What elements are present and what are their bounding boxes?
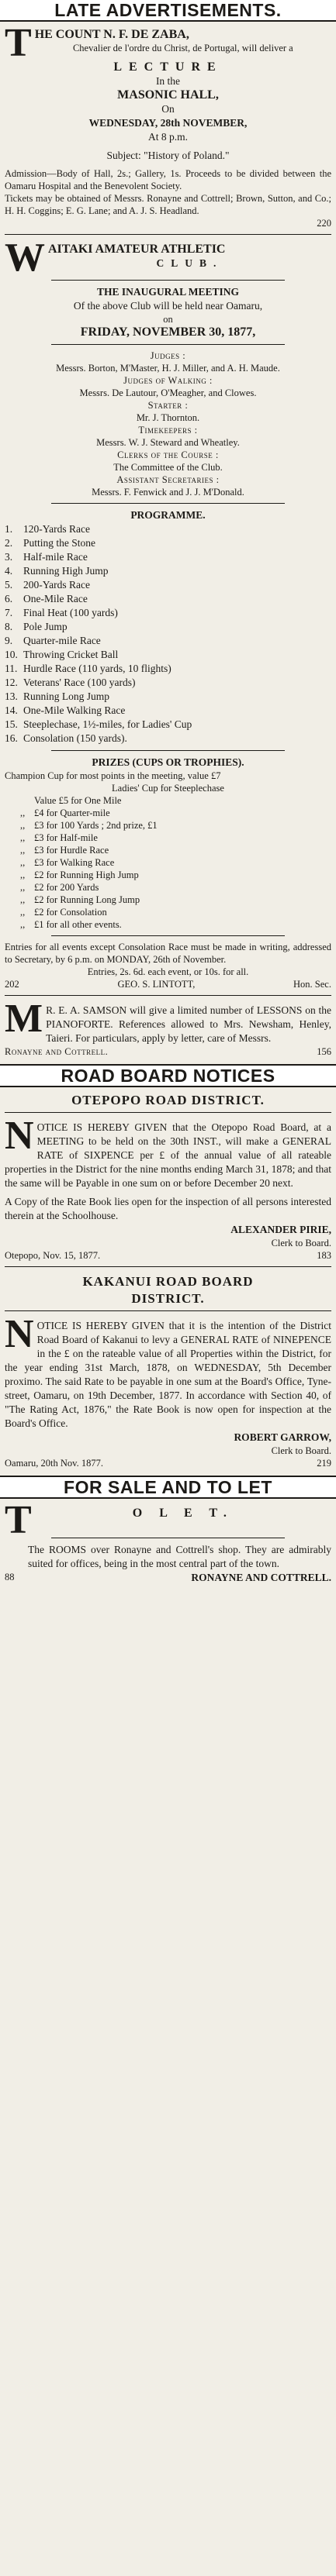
lecture-ad-number: 220 (317, 218, 331, 229)
kakanui-notice (5, 1272, 331, 1469)
otepopo-signatory: ALEXANDER PIRIE, (230, 1224, 331, 1235)
prize-ditto-mark: ,, (20, 832, 26, 843)
otepopo-copy-note: A Copy of the Rate Book lies open for the inspection of all persons interested therein at the Schoolhouse. (5, 1196, 331, 1221)
entries-fee: Entries, 2s. 6d. each event, or 10s. for all. (87, 966, 249, 977)
programme-item (5, 536, 331, 550)
judges-title: Judges : (150, 350, 186, 361)
programme-item-event: 200-Yards Race (23, 579, 90, 591)
programme-item (5, 578, 331, 592)
kakanui-title-line2: DISTRICT. (131, 1291, 205, 1306)
starter-name: Mr. J. Thornton. (136, 412, 200, 423)
athletic-date: FRIDAY, NOVEMBER 30, 1877, (80, 325, 256, 339)
tolet-heading: O L E T. (132, 1507, 234, 1520)
programme-item-event: Veterans' Race (100 yards) (23, 677, 136, 688)
entries-note: Entries for all events except Consolation Race must be made in writing, addressed to Secretary, by 6 p.m. on MONDAY, 26th of November. (5, 942, 331, 965)
athletic-dropcap: W (5, 239, 45, 280)
prize-ditto-mark: ,, (20, 820, 26, 831)
tolet-dropcap: T (5, 1502, 32, 1542)
programme-item-event: 120-Yards Race (23, 523, 90, 535)
programme-item-number: 3. (5, 551, 13, 563)
prize-ditto-mark: ,, (20, 845, 26, 856)
programme-item-event: Steeplechase, 1½-miles, for Ladies' Cup (23, 718, 192, 730)
walking-judges-title: Judges of Walking : (123, 375, 213, 386)
otepopo-place-date: Otepopo, Nov. 15, 1877. (5, 1250, 101, 1261)
tolet-signatory: RONAYNE AND COTTRELL. (191, 1572, 331, 1583)
programme-list (5, 522, 331, 746)
programme-item-event: Quarter-mile Race (23, 635, 101, 646)
athletic-club-advertisement (5, 239, 331, 990)
lecture-date: WEDNESDAY, 28th NOVEMBER, (88, 117, 248, 129)
prize-text: £3 for Half-mile (34, 832, 98, 843)
prize-item (5, 869, 331, 881)
timekeepers-names: Messrs. W. J. Steward and Wheatley. (96, 437, 240, 448)
lecture-intro: Chevalier de l'ordre du Christ, de Portugal, will deliver a (72, 43, 293, 53)
programme-item (5, 718, 331, 732)
programme-item (5, 676, 331, 690)
lecture-admission: Admission—Body of Hall, 2s.; Gallery, 1s. Proceeds to be divided between the Oamaru Hospital and the Benevolent Society. (5, 168, 331, 191)
athletic-signatory-title: Hon. Sec. (293, 979, 331, 990)
clerks-title: Clerks of the Course : (117, 449, 219, 460)
prize-item (5, 856, 331, 869)
programme-item-event: One-Mile Walking Race (23, 704, 126, 716)
kakanui-body: OTICE IS HEREBY GIVEN that it is the intention of the District Road Board of Kakanui to levy a GENERAL RATE of NINEPENCE in the £ on the rateable value of all Properties within the District, for the year ending 31st March, 1878, on WEDNESDAY, 5th December proximo. The said Rate to be payable in one sum at the Board's Office, Tyne-street, Oamaru, on 19th December, 1877. In accordance with Section 40, of "The Rating Act, 1876," the Rate Book is now open for inspection at the Board's Office. (5, 1320, 331, 1429)
lecture-dropcap: T (5, 25, 32, 65)
programme-item-event: Throwing Cricket Ball (23, 649, 119, 660)
prize-ditto-mark: ,, (20, 919, 26, 930)
programme-item-number: 9. (5, 635, 13, 646)
secretaries-title: Assistant Secretaries : (116, 474, 220, 485)
prize-item (5, 906, 331, 918)
lecture-venue: MASONIC HALL, (117, 88, 219, 102)
prize-item (5, 832, 331, 844)
programme-item-number: 15. (5, 718, 18, 730)
prize-ditto-mark: ,, (20, 894, 26, 905)
programme-item (5, 690, 331, 704)
kakanui-signatory-title: Clerk to Board. (271, 1445, 331, 1456)
prize-item (5, 807, 331, 819)
samson-advertisement (5, 1000, 331, 1058)
samson-dropcap: M (5, 1000, 43, 1041)
kakanui-signatory: ROBERT GARROW, (234, 1431, 331, 1443)
programme-item-event: Running Long Jump (23, 690, 110, 702)
programme-item-number: 7. (5, 607, 13, 618)
programme-item-event: Half-mile Race (23, 551, 88, 563)
programme-item (5, 564, 331, 578)
otepopo-signatory-title: Clerk to Board. (271, 1238, 331, 1248)
kakanui-place-date: Oamaru, 20th Nov. 1877. (5, 1458, 103, 1469)
samson-text: R. E. A. SAMSON will give a limited number of LESSONS on the PIANOFORTE. References allowed to Mrs. Newsham, Henley, Taieri. For particulars, apply by letter, care of Messrs. (46, 1004, 331, 1044)
starter-title: Starter : (147, 400, 189, 411)
programme-item (5, 704, 331, 718)
programme-item-number: 6. (5, 593, 13, 604)
clerks-names: The Committee of the Club. (113, 462, 223, 473)
prize-ditto-mark (20, 794, 34, 807)
ladies-cup: Ladies' Cup for Steeplechase (112, 783, 224, 794)
athletic-title-line2: CLUB. (156, 257, 223, 269)
prize-text: £3 for Hurdle Race (34, 845, 109, 856)
judges-names: Messrs. Borton, M'Master, H. J. Miller, and A. H. Maude. (56, 363, 280, 374)
prize-text: £2 for Running High Jump (34, 870, 139, 880)
programme-item-number: 1. (5, 523, 13, 535)
programme-item-event: Final Heat (100 yards) (23, 607, 118, 618)
otepopo-title: OTEPOPO ROAD DISTRICT. (71, 1093, 265, 1107)
athletic-on: on (163, 314, 173, 325)
lecture-time: At 8 p.m. (147, 131, 188, 143)
kakanui-ad-number: 219 (317, 1458, 331, 1469)
programme-item (5, 620, 331, 634)
programme-item-event: Putting the Stone (23, 537, 96, 549)
champion-cup: Champion Cup for most points in the meeting, value £7 (5, 770, 221, 781)
prize-text: £2 for Running Long Jump (34, 894, 140, 905)
athletic-ad-number: 202 (5, 979, 19, 990)
kakanui-dropcap: N (5, 1312, 34, 1356)
for-sale-banner: FOR SALE AND TO LET (0, 1476, 336, 1499)
timekeepers-title: Timekeepers : (138, 425, 198, 436)
tolet-advertisement (5, 1502, 331, 1585)
programme-item-number: 16. (5, 732, 18, 744)
lecture-subject: Subject: "History of Poland." (106, 150, 230, 161)
prize-item (5, 894, 331, 906)
programme-item-event: Pole Jump (23, 621, 68, 632)
prize-item (5, 819, 331, 832)
samson-ad-number: 156 (317, 1046, 331, 1057)
programme-item-number: 5. (5, 579, 13, 591)
programme-item-number: 11. (5, 663, 18, 674)
programme-item-number: 4. (5, 565, 13, 577)
programme-item-number: 2. (5, 537, 13, 549)
programme-item (5, 606, 331, 620)
athletic-of-club: Of the above Club will be held near Oamaru, (73, 300, 263, 312)
prize-item (5, 794, 331, 807)
prize-ditto-mark: ,, (20, 907, 26, 918)
walking-judges-names: Messrs. De Lautour, O'Meagher, and Clowes. (79, 387, 257, 398)
programme-item-event: Running High Jump (23, 565, 109, 577)
otepopo-body: OTICE IS HEREBY GIVEN that the Otepopo Road Board, at a MEETING to be held on the 30th INST., will make a GENERAL RATE of SIXPENCE per £ of the annual value of all rateable properties in the District for the nine months ending March 31, 1878; and that the same will be Payable in one sum on or before December 20 next. (5, 1121, 331, 1189)
prizes-title: PRIZES (CUPS OR TROPHIES). (92, 756, 244, 768)
lecture-word: LECTURE (113, 60, 223, 74)
programme-title: PROGRAMME. (130, 509, 206, 521)
otepopo-dropcap: N (5, 1114, 34, 1158)
prize-ditto-mark: ,, (20, 857, 26, 868)
programme-item-event: One-Mile Race (23, 593, 88, 604)
programme-item (5, 732, 331, 746)
prize-text: £2 for Consolation (34, 907, 107, 918)
programme-item-number: 8. (5, 621, 13, 632)
programme-item-event: Consolation (150 yards). (23, 732, 127, 744)
programme-item-event: Hurdle Race (110 yards, 10 flights) (23, 663, 171, 674)
prize-item (5, 844, 331, 856)
secretaries-names: Messrs. F. Fenwick and J. J. M'Donald. (92, 487, 244, 498)
tolet-ad-number: 88 (5, 1572, 15, 1582)
lecture-advertisement (5, 25, 331, 229)
lecture-speaker: HE COUNT N. F. DE ZABA, (34, 28, 189, 41)
prize-item (5, 918, 331, 931)
late-advertisements-banner: LATE ADVERTISEMENTS. (0, 0, 336, 22)
prize-list (5, 794, 331, 931)
programme-item (5, 662, 331, 676)
programme-item (5, 648, 331, 662)
athletic-title-line1: AITAKI AMATEUR ATHLETIC (48, 243, 226, 256)
programme-item-number: 12. (5, 677, 18, 688)
programme-item (5, 592, 331, 606)
prize-ditto-mark: ,, (20, 808, 26, 818)
prize-text: £3 for 100 Yards ; 2nd prize, £1 (34, 820, 158, 831)
prize-ditto-mark: ,, (20, 882, 26, 893)
tolet-body: The ROOMS over Ronayne and Cottrell's shop. They are admirably suited for offices, being in the most central part of the town. (28, 1544, 331, 1569)
athletic-signatory: GEO. S. LINTOTT, (117, 979, 196, 990)
prize-text: £1 for all other events. (34, 919, 122, 930)
programme-item (5, 550, 331, 564)
programme-item-number: 10. (5, 649, 18, 660)
programme-item (5, 634, 331, 648)
prize-text: £4 for Quarter-mile (34, 808, 110, 818)
samson-last-line: Ronayne and Cottrell. (5, 1046, 109, 1057)
kakanui-title-line1: KAKANUI ROAD BOARD (82, 1274, 254, 1289)
road-board-banner: ROAD BOARD NOTICES (0, 1064, 336, 1087)
prize-text: £3 for Walking Race (34, 857, 115, 868)
prize-text: £2 for 200 Yards (34, 882, 99, 893)
prize-ditto-mark: ,, (20, 870, 26, 880)
otepopo-ad-number: 183 (317, 1250, 331, 1261)
programme-item (5, 522, 331, 536)
programme-item-number: 14. (5, 704, 18, 716)
athletic-inaugural: THE INAUGURAL MEETING (96, 286, 240, 298)
lecture-in-the: In the (155, 75, 181, 87)
programme-item-number: 13. (5, 690, 18, 702)
lecture-tickets: Tickets may be obtained of Messrs. Ronayne and Cottrell; Brown, Sutton, and Co.; H. H. Coggins; E. G. Lane; and A. J. S. Headland. (5, 193, 331, 216)
otepopo-notice (5, 1090, 331, 1262)
lecture-on: On (161, 103, 175, 115)
prize-text: Value £5 for One Mile (34, 795, 122, 806)
prize-item (5, 881, 331, 894)
